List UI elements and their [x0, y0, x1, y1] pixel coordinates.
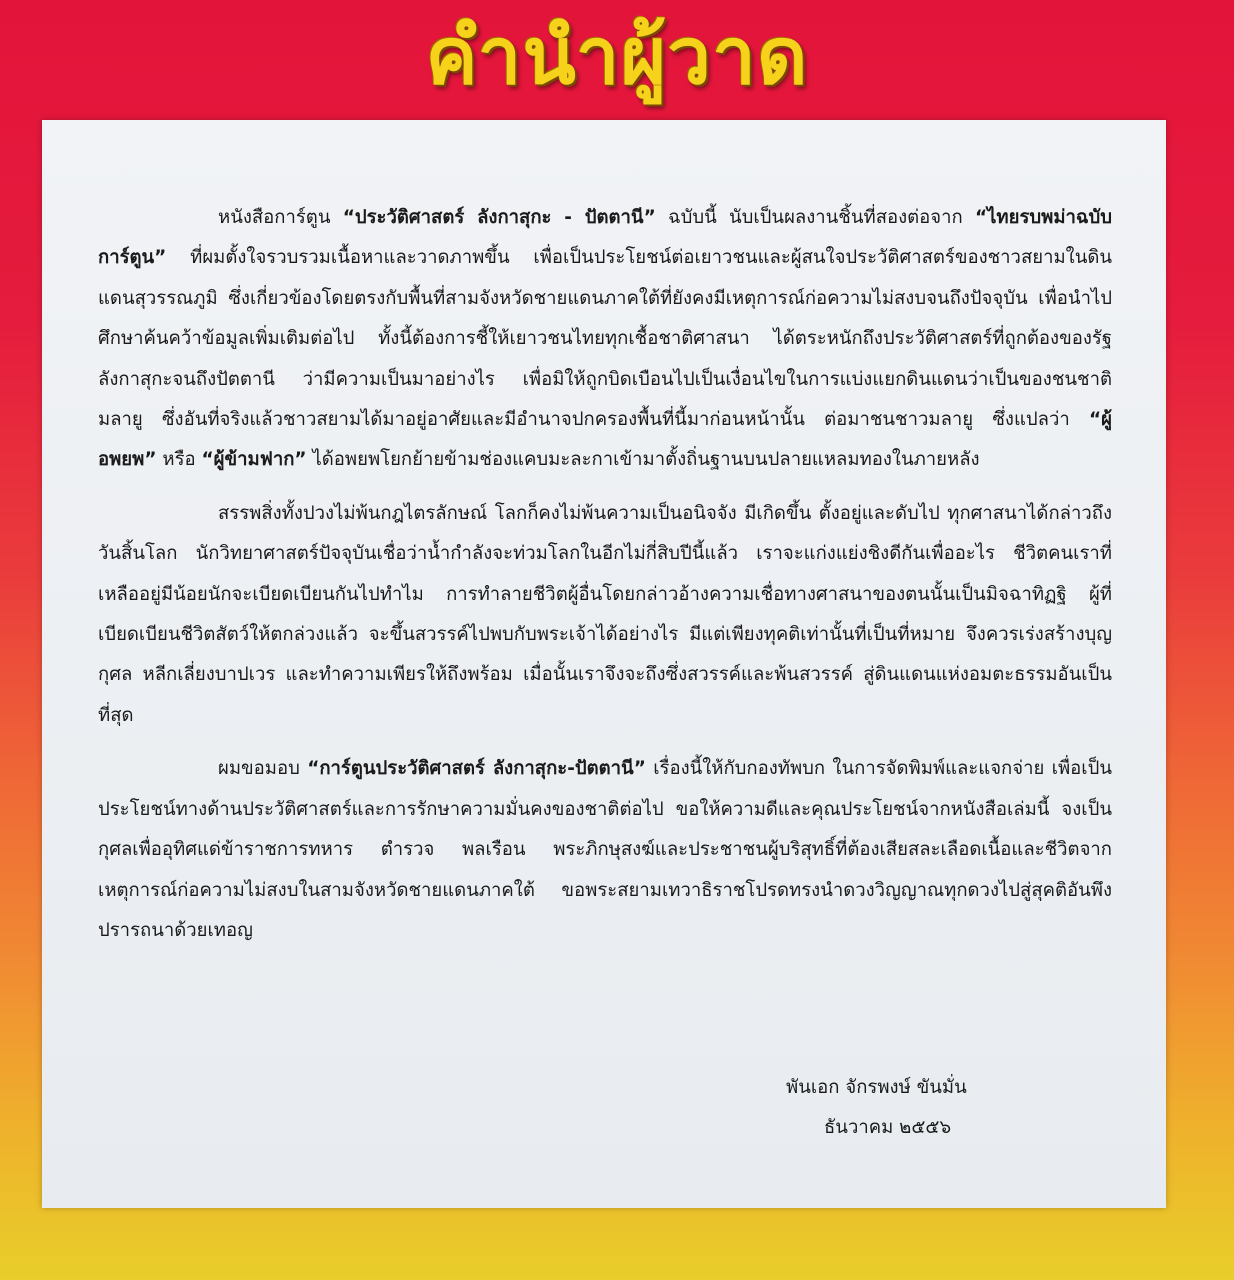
text-segment: ที่ผมตั้งใจรวบรวมเนื้อหาและวาดภาพขึ้น เพื่อเป็นประโยชน์ต่อเยาวชนและผู้สนใจประวัติศาสตร์ของชาวสยามในดินแดนสุวรรณภูมิ ซึ่งเกี่ยวข้องโดยตรงกับพื้นที่สามจังหวัดชายแดนภาคใต้ที่ยังคงมีเหตุการณ์ก่อความไม่สงบจนถึงปัจจุบัน เพื่อนำไปศึกษาค้นคว้าข้อมูลเพิ่มเติมต่อไป ทั้งนี้ต้องการชี้ให้เยาวชนไทยทุกเชื้อชาติศาสนา ได้ตระหนักถึงประวัติศาสตร์ที่ถูกต้องของรัฐลังกาสุกะจนถึงปัตตานี ว่ามีความเป็นมาอย่างไร เพื่อมิให้ถูกบิดเบือนไปเป็นเงื่อนไขในการแบ่งแยกดินแดนว่าเป็นของชนชาติมลายู ซึ่งอันที่จริงแล้วชาวสยามได้มาอยู่อาศัยและมีอำนาจปกครองพื้นที่นี้มาก่อนหน้านั้น ต่อมาชนชาวมลายู ซึ่งแปลว่า: [98, 247, 1112, 431]
bold-text: “การ์ตูนประวัติศาสตร์ ลังกาสุกะ-ปัตตานี”: [307, 758, 646, 780]
bold-text: “ผู้อพยพ”: [98, 409, 1112, 471]
paragraph: [98, 494, 1112, 736]
page-title: คำนำผู้วาด: [425, 12, 809, 102]
text-segment: ได้อพยพโยกย้ายข้ามช่องแคบมะละกาเข้ามาตั้งถิ่นฐานบนปลายแหลมทองในภายหลัง: [306, 449, 980, 471]
bold-text: “ประวัติศาสตร์ ลังกาสุกะ - ปัตตานี”: [342, 207, 656, 228]
text-segment: ผมขอมอบ: [218, 758, 308, 780]
signature-date: ธันวาคม ๒๕๕๖: [824, 1117, 952, 1138]
signature-name: พันเอก จักรพงษ์ ขันมั่น: [786, 1077, 967, 1098]
body-text: [98, 198, 1112, 964]
bold-text: “ผู้ข้ามฟาก”: [201, 449, 307, 471]
signature-block: [772, 1068, 1072, 1148]
paragraph: [98, 198, 1112, 481]
text-segment: ฉบับนี้ นับเป็นผลงานชิ้นที่สองต่อจาก: [655, 207, 975, 228]
paragraph: [98, 749, 1112, 951]
content-panel: [42, 120, 1166, 1208]
text-segment: เรื่องนี้ให้กับกองทัพบก ในการจัดพิมพ์และแจกจ่าย เพื่อเป็นประโยชน์ทางด้านประวัติศาสตร์และการรักษาความมั่นคงของชาติต่อไป ขอให้ความดีและคุณประโยชน์จากหนังสือเล่มนี้ จงเป็นกุศลเพื่ออุทิศแด่ข้าราชการทหาร ตำรวจ พลเรือน พระภิกษุสงฆ์และประชาชนผู้บริสุทธิ์ที่ต้องเสียสละเลือดเนื้อและชีวิตจากเหตุการณ์ก่อความไม่สงบในสามจังหวัดชายแดนภาคใต้ ขอพระสยามเทวาธิราชโปรดทรงนำดวงวิญญาณทุกดวงไปสู่สุคติอันพึงปรารถนาด้วยเทอญ: [98, 758, 1112, 941]
text-segment: สรรพสิ่งทั้งปวงไม่พ้นกฎไตรลักษณ์ โลกก็คงไม่พ้นความเป็นอนิจจัง มีเกิดขึ้น ตั้งอยู่และดับไป ทุกศาสนาได้กล่าวถึงวันสิ้นโลก นักวิทยาศาสตร์ปัจจุบันเชื่อว่าน้ำกำลังจะท่วมโลกในอีกไม่กี่สิบปีนี้แล้ว เราจะแก่งแย่งชิงดีกันเพื่ออะไร ชีวิตคนเราที่เหลืออยู่มีน้อยนักจะเบียดเบียนกันไปทำไม การทำลายชีวิตผู้อื่นโดยกล่าวอ้างความเชื่อทางศาสนาของตนนั้นเป็นมิจฉาทิฏฐิ ผู้ที่เบียดเบียนชีวิตสัตว์ให้ตกล่วงแล้ว จะขึ้นสวรรค์ไปพบกับพระเจ้าได้อย่างไร มีแต่เพียงทุคติเท่านั้นที่เป็นที่หมาย จึงควรเร่งสร้างบุญกุศล หลีกเลี่ยงบาปเวร และทำความเพียรให้ถึงพร้อม เมื่อนั้นเราจึงจะถึงซึ่งสวรรค์และพ้นสวรรค์ สู่ดินแดนแห่งอมตะธรรมอันเป็นที่สุด: [98, 502, 1112, 726]
text-segment: หนังสือการ์ตูน: [218, 207, 343, 228]
bold-text: “ไทยรบพม่าฉบับการ์ตูน”: [98, 207, 1112, 269]
text-segment: หรือ: [156, 449, 202, 471]
